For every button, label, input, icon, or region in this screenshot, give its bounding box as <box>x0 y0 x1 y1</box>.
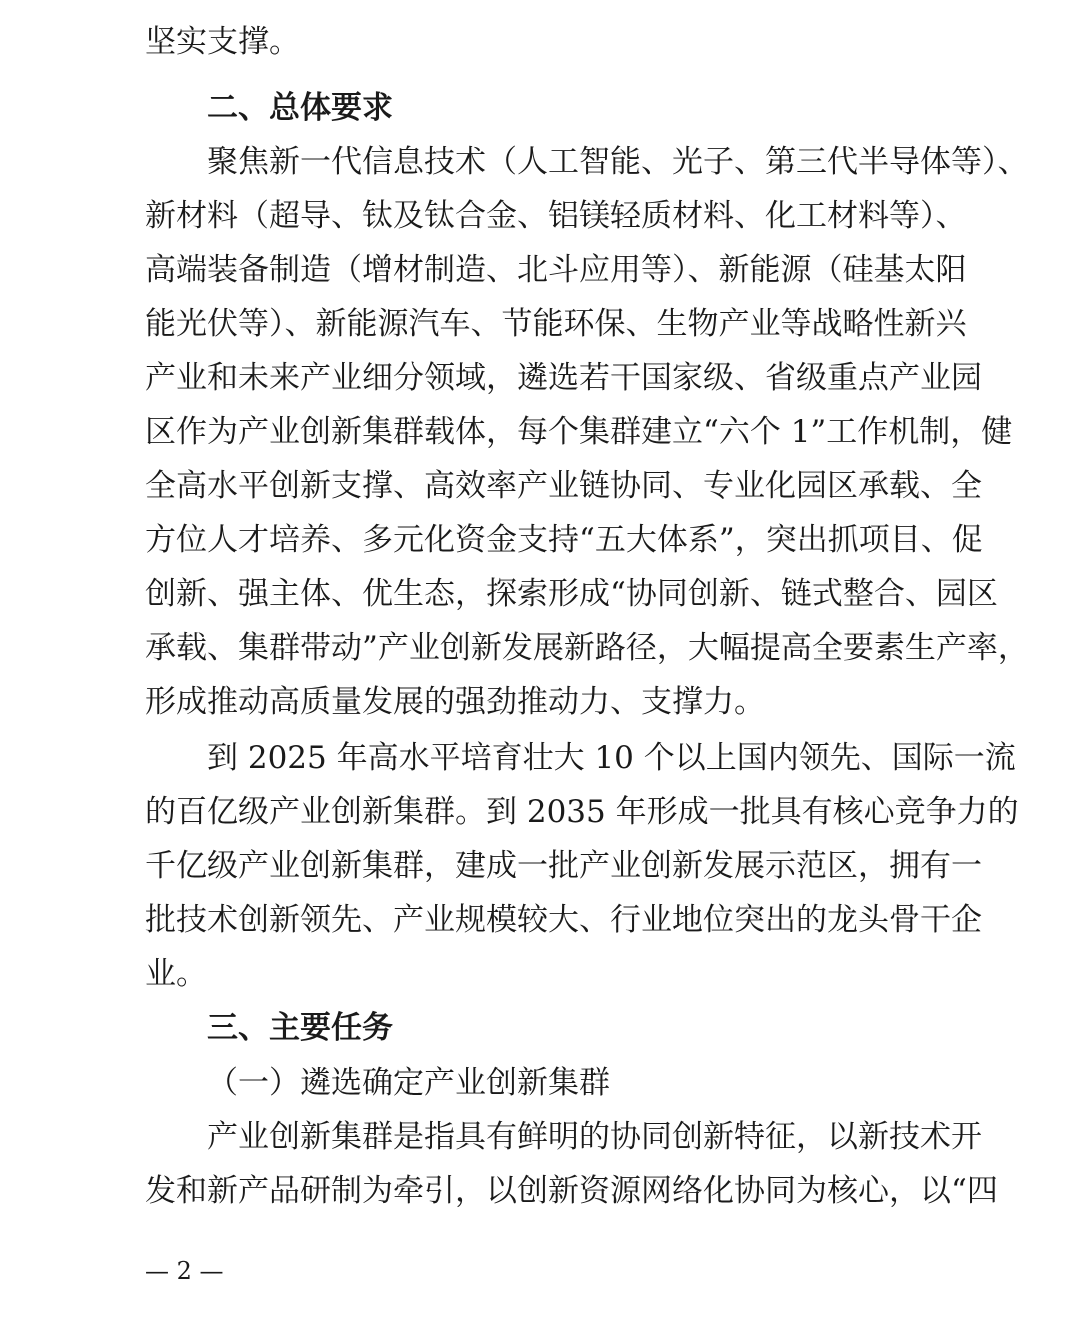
paragraph-line: 聚焦新一代信息技术（人工智能、光子、第三代半导体等）、 <box>207 144 1029 180</box>
paragraph-line: 形成推动高质量发展的强劲推动力、支撑力。 <box>145 684 765 720</box>
paragraph-line: 创新、强主体、优生态，探索形成“协同创新、链式整合、园区 <box>145 576 998 612</box>
paragraph-line: 的百亿级产业创新集群。到 2035 年形成一批具有核心竞争力的 <box>145 794 1019 830</box>
paragraph-line: 产业和未来产业细分领域，遴选若干国家级、省级重点产业园 <box>145 360 982 396</box>
subsection-heading: （一）遴选确定产业创新集群 <box>207 1065 610 1101</box>
paragraph-line: 到 2025 年高水平培育壮大 10 个以上国内领先、国际一流 <box>207 740 1016 776</box>
paragraph-line: 高端装备制造（增材制造、北斗应用等）、新能源（硅基太阳 <box>145 252 967 288</box>
paragraph-line: 能光伏等）、新能源汽车、节能环保、生物产业等战略性新兴 <box>145 306 967 342</box>
section-heading-general-requirements: 二、总体要求 <box>207 90 393 126</box>
paragraph-line: 千亿级产业创新集群，建成一批产业创新发展示范区，拥有一 <box>145 848 982 884</box>
paragraph-line: 业。 <box>145 956 207 992</box>
section-heading-main-tasks: 三、主要任务 <box>207 1010 393 1046</box>
page-number: — 2 — <box>145 1257 224 1285</box>
paragraph-line: 批技术创新领先、产业规模较大、行业地位突出的龙头骨干企 <box>145 902 982 938</box>
paragraph-line: 产业创新集群是指具有鲜明的协同创新特征，以新技术开 <box>207 1119 982 1155</box>
paragraph-line: 方位人才培养、多元化资金支持“五大体系”，突出抓项目、促 <box>145 522 983 558</box>
paragraph-line: 发和新产品研制为牵引，以创新资源网络化协同为核心，以“四 <box>145 1173 998 1209</box>
paragraph-line: 全高水平创新支撑、高效率产业链协同、专业化园区承载、全 <box>145 468 982 504</box>
paragraph-line: 坚实支撑。 <box>145 24 300 60</box>
paragraph-line: 承载、集群带动”产业创新发展新路径，大幅提高全要素生产率， <box>145 630 1029 666</box>
paragraph-line: 区作为产业创新集群载体，每个集群建立“六个 1”工作机制，健 <box>145 414 1013 450</box>
paragraph-line: 新材料（超导、钛及钛合金、铝镁轻质材料、化工材料等）、 <box>145 198 967 234</box>
